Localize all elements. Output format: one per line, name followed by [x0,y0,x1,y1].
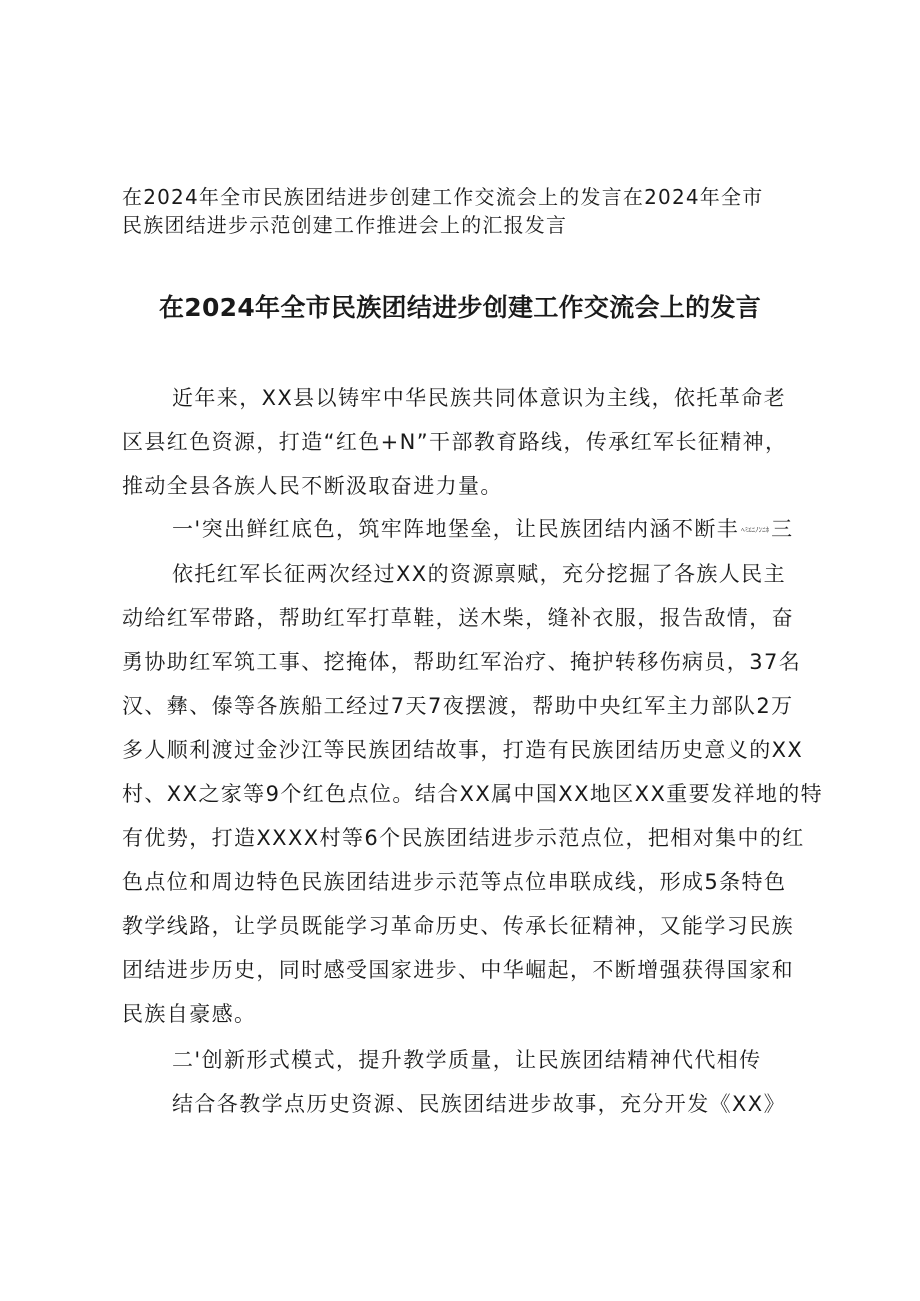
text-line: 近年来，XX县以铸牢中华民族共同体意识为主线，依托革命老 [172,386,786,410]
text-line: 有优势，打造XXXX村等6个民族团结进步示范点位，把相对集中的红 [122,826,805,850]
section-1-heading [122,507,822,552]
text-line: 团结进步历史，同时感受国家进步、中华崛起，不断增强获得国家和 [122,958,794,982]
section-2 [122,1038,822,1126]
text-line: 依托红军长征两次经过XX的资源禀赋，充分挖掘了各族人民主 [172,562,786,586]
section-1-heading-text: 一'突出鲜红底色，筑牢阵地堡垒，让民族团结内涵不断丰 [172,517,740,541]
text-line: 村、XX之家等9个红色点位。结合XX属中国XX地区XX重要发祥地的特 [122,782,824,806]
intro-paragraph [122,376,822,508]
text-line: 汉、彝、傣等各族船工经过7天7夜摆渡，帮助中央红军主力部队2万 [122,694,794,718]
text-line: 结合各教学点历史资源、民族团结进步故事，充分开发《XX》 [172,1092,786,1116]
document-header [122,183,812,239]
text-line: 推动全县各族人民不断汲取奋进力量。 [122,474,503,498]
text-line: 民族自豪感。 [122,1002,257,1026]
text-line: 动给红军带路，帮助红军打草鞋，送木柴，缝补衣服，报告敌情，奋 [122,606,794,630]
section-1-heading-end: 三 [771,517,794,541]
document-title: 在2024年全市民族团结进步创建工作交流会上的发言 [158,293,762,322]
section-2-heading: 二'创新形式模式，提升教学质量，让民族团结精神代代相传 [172,1048,762,1072]
text-line: 区县红色资源，打造“红色+N”干部教育路线，传承红军长征精神， [122,430,788,454]
text-line: 勇协助红军筑工事、挖掩体，帮助红军治疗、掩护转移伤病员，37名 [122,650,802,674]
header-line-1: 在2024年全市民族团结进步创建工作交流会上的发言在2024年全市 [122,185,764,209]
text-line: 教学线路，让学员既能学习革命历史、传承长征精神，又能学习民族 [122,914,794,938]
garbled-mark: ﾍﾐｴﾆﾉﾝﾆﾎ [741,526,770,534]
section-1 [122,507,822,1036]
header-line-2: 民族团结进步示范创建工作推进会上的汇报发言 [122,213,568,237]
text-line: 色点位和周边特色民族团结进步示范等点位串联成线，形成5条特色 [122,870,787,894]
text-line: 多人顺利渡过金沙江等民族团结故事，打造有民族团结历史意义的XX [122,738,804,762]
